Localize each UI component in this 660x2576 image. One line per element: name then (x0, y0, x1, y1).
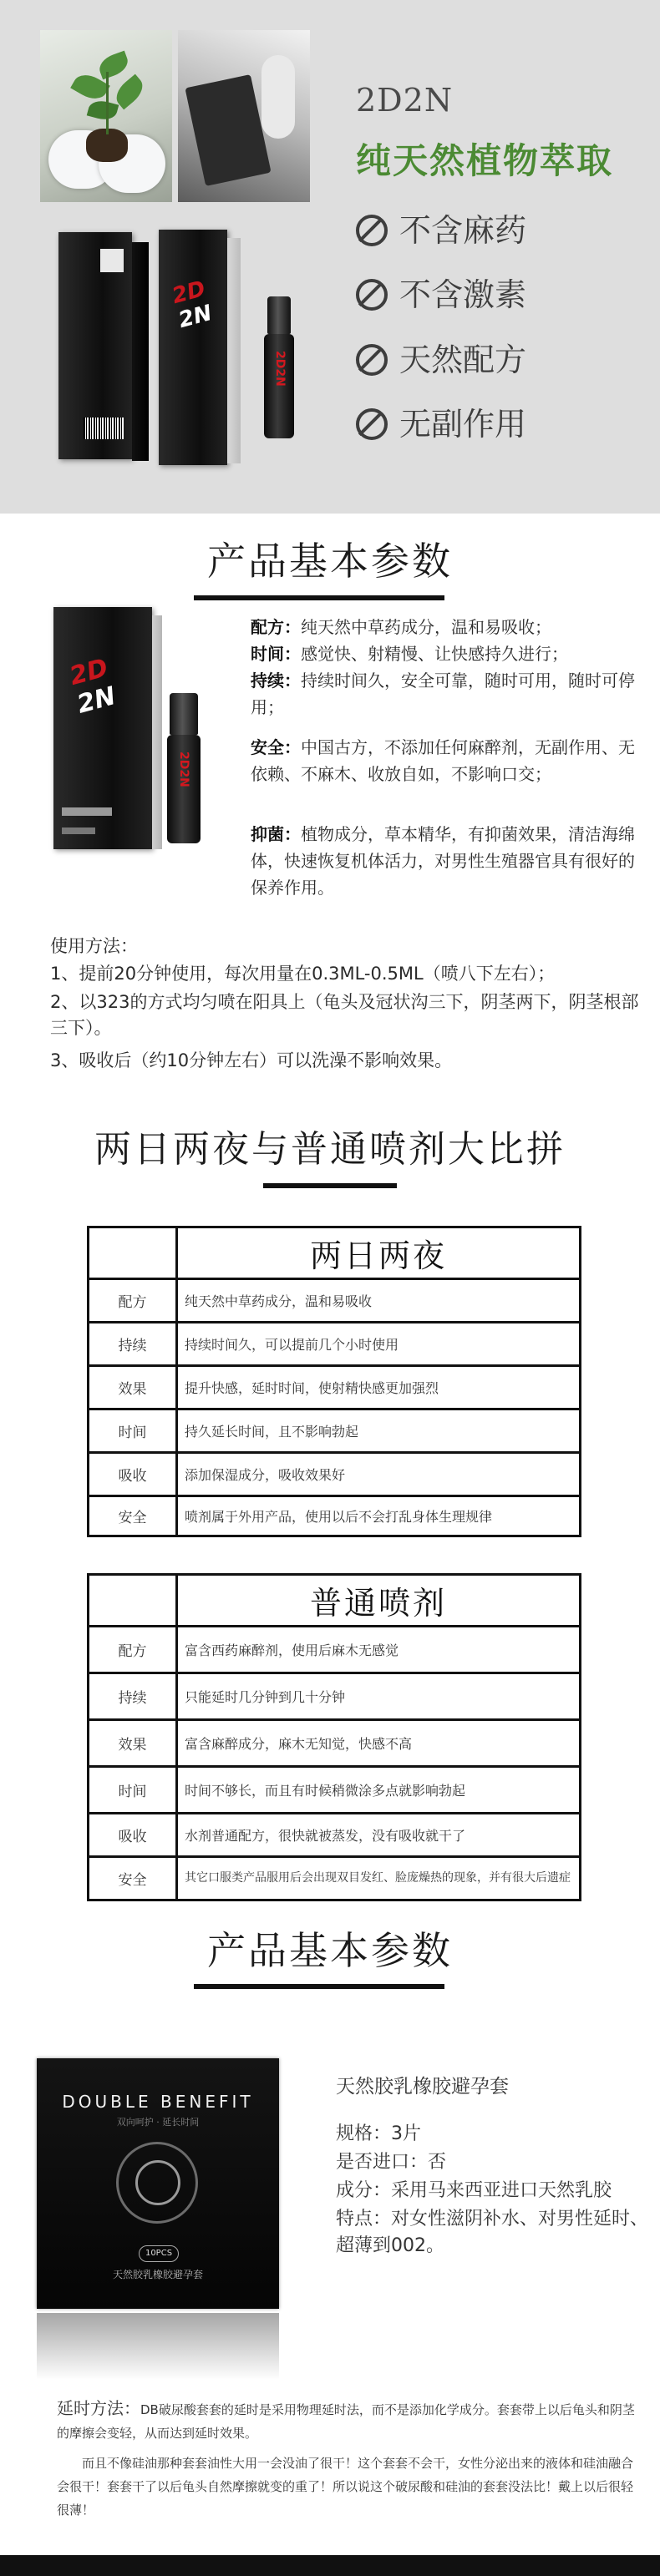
lab-photo (178, 30, 310, 202)
spray-bottle (264, 334, 294, 438)
row-value: 持久延长时间，且不影响勃起 (177, 1409, 581, 1453)
hero-brand: 2D2N (356, 82, 454, 119)
row-key: 安全 (89, 1496, 177, 1536)
condom-import: 是否进口：否 (336, 2152, 447, 2173)
prohibit-icon (356, 408, 388, 440)
row-key: 吸收 (89, 1453, 177, 1496)
product-box-back (58, 232, 132, 459)
row-key: 时间 (89, 1767, 177, 1814)
prohibit-icon (356, 215, 388, 246)
row-value: 时间不够长，而且有时候稍微涂多点就影响勃起 (177, 1767, 581, 1814)
plant-photo (40, 30, 172, 202)
row-value: 提升快感，延时时间，使射精快感更加强烈 (177, 1366, 581, 1409)
box-product-name: 天然胶乳橡胶避孕套 (112, 2269, 203, 2280)
feature-no-hormone: 不含激素 (356, 269, 526, 315)
comparison-table-product (87, 1226, 581, 1537)
row-key: 时间 (89, 1409, 177, 1453)
note-lead: 延时方法： (57, 2398, 140, 2418)
spray-bottle (167, 735, 201, 843)
row-key: 安全 (89, 1857, 177, 1900)
condom-box (37, 2058, 279, 2309)
box-brand: DOUBLE BENEFIT (62, 2092, 254, 2112)
condom-note-second: 而且不像硅油那种套套油性大用一会没油了很干！这个套套不会干，女性分泌出来的液体和硅油融合会很干！套套干了以后龟头自然摩擦就变的重了！所以说这个破尿酸和硅油的套套没法比！戴上以后很轻很薄！ (57, 2456, 634, 2518)
ordinary-column-head: 普通喷剂 (177, 1575, 581, 1627)
box-subtitle: 双向呵护 · 延长时间 (116, 2117, 200, 2128)
box-count-badge: 10PCS (139, 2245, 179, 2262)
condom-note-first: 延时方法：DB破尿酸套套的延时是采用物理延时法，而不是添加化学成分。套套带上以后龟头和阴茎的摩擦会变轻，从而达到延时效果。 (57, 2398, 635, 2441)
row-key: 效果 (89, 1366, 177, 1409)
hero-title: 纯天然植物萃取 (356, 140, 614, 181)
row-value: 只能延时几分钟到几十分钟 (177, 1673, 581, 1720)
row-value: 水剂普通配方，很快就被蒸发，没有吸收就干了 (177, 1814, 581, 1857)
usage-step-2: 2、以323的方式均匀喷在阳具上（龟头及冠状沟三下，阴茎两下，阴茎根部三下）。 (50, 992, 639, 1038)
bottle-logo: 2D2N (177, 752, 190, 787)
spray-cap (170, 693, 198, 735)
product-box-front (159, 230, 227, 465)
bottle-logo: 2D2N (273, 351, 287, 387)
footer-bar (0, 2555, 660, 2576)
condom-material: 成分：采用马来西亚进口天然乳胶 (336, 2180, 612, 2201)
comparison-title: 两日两夜与普通喷剂大比拼 (94, 1128, 566, 1171)
box-label (62, 807, 112, 816)
leaf (87, 98, 119, 123)
row-key: 配方 (89, 1279, 177, 1323)
spray-cap (267, 296, 291, 334)
feature-natural: 天然配方 (356, 334, 526, 380)
row-value: 纯天然中草药成分，温和易吸收 (177, 1279, 581, 1323)
prohibit-icon (356, 279, 388, 311)
row-key: 效果 (89, 1720, 177, 1767)
condom-name: 天然胶乳橡胶避孕套 (336, 2076, 509, 2098)
lab-device (185, 74, 271, 186)
condom-params-title: 产品基本参数 (207, 1928, 453, 1973)
title-underline (194, 595, 444, 600)
box-ring-icon (135, 2160, 180, 2205)
usage-step-3: 3、吸收后（约10分钟左右）可以洗澡不影响效果。 (50, 1050, 453, 1070)
row-key: 持续 (89, 1673, 177, 1720)
title-underline (263, 1183, 397, 1188)
brand-logo: 2D 2N (66, 653, 119, 720)
product-column-head: 两日两夜 (177, 1227, 581, 1279)
row-value: 持续时间久，可以提前几个小时使用 (177, 1323, 581, 1366)
title-underline (194, 1984, 444, 1989)
param-duration: 持续：持续时间久，安全可靠，随时可用，随时可停用； (251, 671, 635, 717)
condom-spec: 规格：3片 (336, 2123, 421, 2144)
row-key: 配方 (89, 1627, 177, 1673)
row-value: 富含西药麻醉剂，使用后麻木无感觉 (177, 1627, 581, 1673)
box-reflection (37, 2313, 279, 2380)
param-antibacterial: 抑菌：植物成分，草本精华，有抑菌效果，清洁海绵体，快速恢复机体活力，对男性生殖器官具有很好的保养作用。 (251, 824, 635, 898)
feature-no-side-effect: 无副作用 (356, 398, 526, 444)
leaf (96, 51, 131, 80)
product-box-side-light (227, 238, 241, 463)
lab-coat (261, 55, 295, 139)
condom-feature: 特点：对女性滋阴补水、对男性延时、超薄到002。 (336, 2209, 649, 2256)
stem (106, 72, 109, 134)
row-key: 吸收 (89, 1814, 177, 1857)
comparison-table-ordinary (87, 1573, 581, 1901)
row-value: 其它口服类产品服用后会出现双目发红、脸庞燥热的现象，并有很大后遗症 (177, 1857, 581, 1900)
hero-banner (0, 0, 660, 514)
row-key: 持续 (89, 1323, 177, 1366)
product-box-side (132, 242, 149, 461)
usage-title: 使用方法： (50, 936, 138, 956)
prohibit-icon (356, 344, 388, 376)
qr-code (100, 249, 124, 272)
row-value: 添加保湿成分，吸收效果好 (177, 1453, 581, 1496)
barcode (84, 418, 124, 439)
param-safety: 安全：中国古方，不添加任何麻醉剂，无副作用、无依赖、不麻木、收放自如，不影响口交； (251, 737, 635, 784)
feature-no-anesthetic: 不含麻药 (356, 205, 526, 251)
box-label (62, 827, 95, 834)
row-value: 富含麻醉成分，麻木无知觉，快感不高 (177, 1720, 581, 1767)
param-time: 时间：感觉快、射精慢、让快感持久进行； (251, 644, 568, 664)
params-box-side (152, 615, 162, 849)
params-product-box (53, 607, 152, 849)
usage-step-1: 1、提前20分钟使用，每次用量在0.3ML-0.5ML（喷八下左右）； (50, 964, 556, 984)
brand-logo: 2D 2N (169, 276, 215, 334)
row-value: 喷剂属于外用产品，使用以后不会打乱身体生理规律 (177, 1496, 581, 1536)
param-formula: 配方：纯天然中草药成分，温和易吸收； (251, 617, 551, 637)
params-title: 产品基本参数 (207, 539, 453, 584)
